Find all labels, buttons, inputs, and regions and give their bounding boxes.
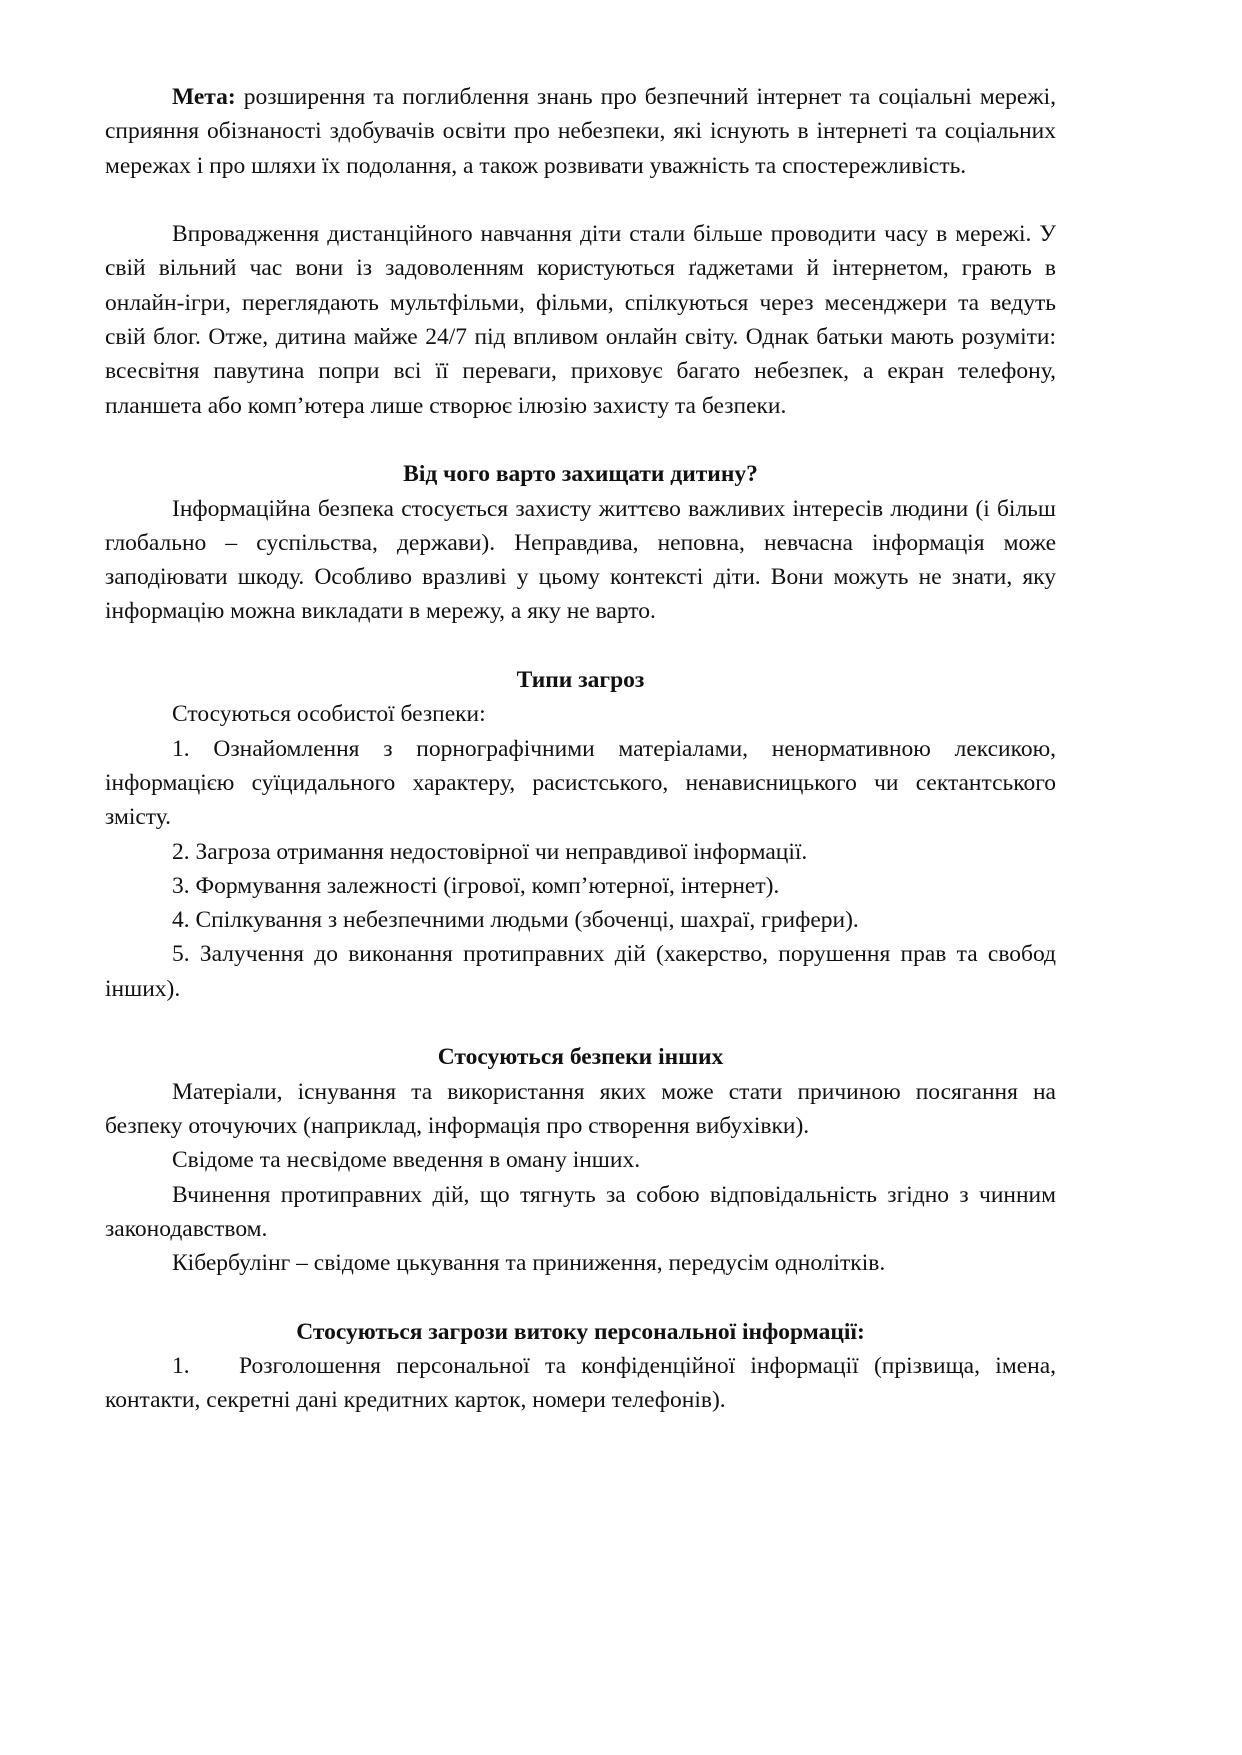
section-heading-leak: Стосуються загрози витоку персональної інформації: [296, 1318, 865, 1345]
spacer [105, 423, 1056, 457]
spacer [105, 629, 1056, 663]
goal-label: Мета: [172, 84, 236, 110]
others-paragraph: Свідоме та несвідоме введення в оману інших. [172, 1147, 641, 1174]
goal-paragraph [105, 80, 1056, 183]
leak-item-number: 1. [172, 1352, 190, 1379]
goal-text: розширення та поглиблення знань про безпечний інтернет та соціальні мережі, сприяння обізнаності здобувачів освіти про небезпеки, які існують в інтернеті та соціальних мережах і про шляхи їх подолання, а також розвивати уважність та спостережливість. [105, 84, 1056, 179]
threat-item: 3. Формування залежності (ігрової, комп’ютерної, інтернет). [172, 872, 780, 899]
protect-paragraph: Інформаційна безпека стосується захисту життєво важливих інтересів людини (і більш глобально – суспільства, держави). Неправдива, неповна, невчасна інформація може заподіювати шкоду. Особливо вразливі у цьому контексті діти. Вони можуть не знати, яку інформацію можна викладати в мережу, а яку не варто. [105, 495, 1056, 625]
section-heading-others: Стосуються безпеки інших [437, 1044, 724, 1071]
spacer [105, 1280, 1056, 1314]
threats-subheading: Стосуються особистої безпеки: [172, 701, 486, 728]
others-paragraph: Вчинення протиправних дій, що тягнуть за собою відповідальність згідно з чинним законодавством. [105, 1181, 1056, 1242]
spacer [105, 1006, 1056, 1040]
intro-paragraph: Впровадження дистанційного навчання діти стали більше проводити часу в мережі. У свій вільний час вони із задоволенням користуються ґаджетами й інтернетом, грають в онлайн-ігри, переглядають мультфільми, фільми, спілкуються через месенджери та ведуть свій блог. Отже, дитина майже 24/7 під впливом онлайн світу. Однак батьки мають розуміти: всесвітня павутина попри всі її переваги, приховує багато небезпек, а екран телефону, планшета або комп’ютера лише створює ілюзію захисту та безпеки. [105, 221, 1056, 419]
others-paragraph: Матеріали, існування та використання яких може стати причиною посягання на безпеку оточуючих (наприклад, інформація про створення вибухівки). [105, 1078, 1056, 1139]
section-heading-threats: Типи загроз [516, 667, 645, 694]
threat-item: 2. Загроза отримання недостовірної чи неправдивої інформації. [172, 838, 808, 865]
threat-item: 5. Залучення до виконання протиправних дій (хакерство, порушення прав та свобод інших). [105, 941, 1056, 1002]
leak-item-text: Розголошення персональної та конфіденційної інформації (прізвища, імена, контакти, секретні дані кредитних карток, номери телефонів). [105, 1352, 1056, 1414]
leak-item [105, 1349, 1056, 1418]
section-heading-protect: Від чого варто захищати дитину? [403, 461, 758, 488]
spacer [105, 183, 1056, 217]
threat-item: 1. Ознайомлення з порнографічними матеріалами, ненормативною лексикою, інформацією суїцидального характеру, расистського, ненависницького чи сектантського змісту. [105, 735, 1056, 831]
document-page [105, 80, 1056, 1418]
others-paragraph: Кібербулінг – свідоме цькування та приниження, передусім однолітків. [172, 1250, 886, 1277]
threat-item: 4. Спілкування з небезпечними людьми (збоченці, шахраї, грифери). [172, 907, 859, 934]
